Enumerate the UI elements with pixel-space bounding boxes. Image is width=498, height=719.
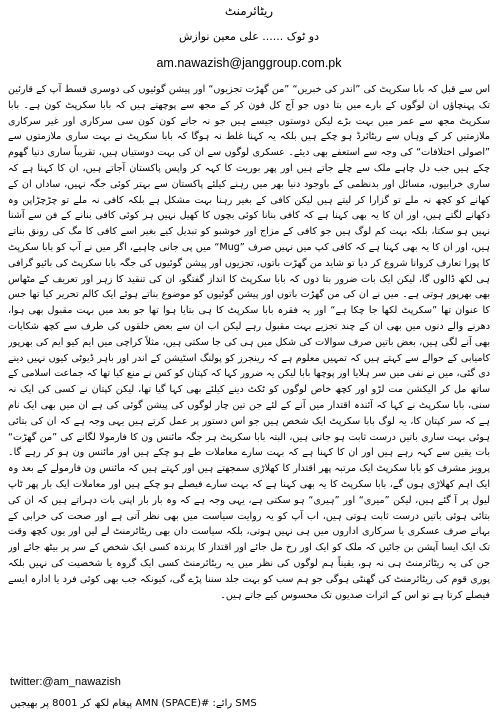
- author-twitter: twitter:@am_nawazish: [10, 676, 121, 688]
- column-title: ریٹائرمنٹ: [224, 4, 274, 18]
- column-byline: دو ٹوک ...... علی معین نوازش: [178, 30, 320, 43]
- column-body: اس سے قبل کہ بابا سکرپٹ کی ”اندر کی خبریں“ ”من گھڑت تجزیوں“ اور پیشن گوئیوں کی دوسری قسط آپ کے قارئین تک پہنچاؤں ان لوگوں کے بارے میں بتا دوں جو آج کل فون کر کے مجھ سے پوچھتے ہیں کہ بابا سکرپٹ کون ہے۔ بابا سکرپٹ مجھ سے عمر میں بہت بڑے لیکن دوستوں جیسے ہیں جو نہ جانے کون کون سی سرکاری اور غیر سرکاری ملازمتیں کر کے وہاں سے ریٹائرڈ ہو چکے ہیں بلکہ یہ کہنا غلط نہ ہوگا کہ بابا سکرپٹ نے بہت ساری ملازمتوں سے ”اصولی اختلافات“ کی وجہ سے استعفے بھی دیئے۔ عسکری لوگوں سے ان کی بہت دوستیاں ہیں، تقریباً ساری دنیا گھوم چکے ہیں جب دل چاہے ملک سے چلے جاتے ہیں اور پھر بوریت کا کہہ کر واپس پاکستان آجاتے ہیں، ان کا کہنا ہے کہ ساری خرابیوں، مسائل اور بدنظمی کے باوجود دنیا بھر میں رہنے کیلئے پاکستان سے بہتر کوئی جگہ نہیں، ساداں ان کے کھانے کو کچھ نہ ملے تو گزارا کر لیتے ہیں لیکن کافی کے بغیر رہنا بہت مشکل ہے بلکہ کافی نہ ملے تو چڑچڑاپن وہ دکھانے لگتے ہیں، اور ان کا یہ بھی کہنا ہے کہ کافی بنانا کوئی بچوں کا کھیل نہیں ہر کوئی کافی بنانے کے فن سے آشنا نہیں ہو سکتا، بلکہ بہت کم لوگ ہیں جو کافی کے مزاج اور خوشبو کو تبدیل کیے بغیر اسے کافی کا مگ کی رونق بناتے ہیں، اور ان کا یہ بھی کہنا ہے کہ کافی کپ میں نہیں صرف ”Mug“ میں پی جانی چاہیے، اگر میں نے آپ کو بابا سکرپٹ کا پورا تعارف کروانا شروع کر دیا تو شاید من گھڑت باتوں، تجزیوں اور پیشن گوئیوں کی جگہ بابا سکرپٹ کی بائیو گرافی ہی لکھ ڈالوں گا، لیکن ایک بات ضرور بتا دوں کہ بابا سکرپٹ کا انداز گفتگو، ان کی تنقید کا زہر اور تعریف کے مٹھاس بھی بھرپور ہوتی ہے۔ میں نے ان کی من گھڑت باتوں اور پیشن گوئیوں کو موضوع بناتے ہوئے ایک کالم تحریر کیا تھا جس کا عنوان تھا ”سکرپٹ لکھا جا چکا ہے“ اور یہ فقرہ بابا سکرپٹ کا ہی بتایا ہوا تھا جو بعد میں بہت مقبول بھی ہوا، دھرنے والے دنوں میں بھی ان کے چند تجزیے بہت مقبول رہے لیکن اب ان سے بعض حلقوں کی طرف سے کچھ شکایات بھی آنے لگی ہیں، بعض باتیں صرف سوالات کی شکل میں ہی کی جا سکتی ہیں، مثلاً کراچی میں ایم کیو ایم کی بھرپور کامیابی کے حوالے سے کہتے ہیں کہ تمہیں معلوم ہے کہ رینجرز کو پولنگ اسٹیشن کے اندر اور باہر ڈیوٹی کیوں نہیں دینے دی گئی، میں نے نفی میں سر ہلایا اور پوچھا بابا لیکن یہ ضرور کہا کہ کپتان کو کس نے منع کیا تھا کہ جماعت اسلامی کے ساتھ مل کر الیکشن مت لڑو اور کچھ خاص لوگوں کو ٹکٹ دینے کیلئے بھی کہا گیا تھا، لیکن کپتان نے کسی کی ایک نہ سنی، بابا سکرپٹ نے کہا کہ آئندہ اقتدار میں آنے کے لئے جن تین چار لوگوں کی پیشن گوئی کی ہے ان میں بھی ایک نام ہے کہ سر کپتان کا، یہ لوگ بابا سکرپٹ ایک شخص ہیں جو اس دستور پر عمل کرتے ہیں یہی وجہ ہے کہ ان کی بتائی ہوئی بہت ساری باتیں درست ثابت ہو جاتی ہیں، البتہ بابا سکرپٹ ہر جگہ مائنس ون کا فارمولا لگانے کی ”من گھڑت“ بات یقین سے کہہ رہے ہیں اور ان کا کہنا ہے کہ بہت سارے معاملات طے ہو چکے ہیں اور مائنس ون ہو کر رہے گا۔ پرویز مشرف کو بابا سکرپٹ ایک مرتبہ پھر اقتدار کا کھلاڑی سمجھتے ہیں اور کہتے ہیں کہ مائنس ون فارمولے کے بعد وہ ایک اہم کھلاڑی ہوں گے، بابا سکرپٹ کا یہ بھی کہنا ہے کہ بہت سارے فیصلے ہو چکے ہیں اور معاملات ایک بار پھر ٹاپ لیول پر آ گئے ہیں، لیکن ”میری“ اور ”ہیری“ ہو سکتی ہے، یہی وجہ ہے کہ وہ بار بار اپنی بات دہراتے ہیں کہ ان کی بتائی ہوئی باتیں درست ثابت ہوتی ہیں، اب آپ کو یہ روایت سیاست میں بھی نظر آتی ہے اور صحت کی خرابی کے بہانے صرف عسکری یا سرکاری اداروں میں ہی نہیں ہوتی، بلکہ سیاست دان بھی ریٹائرمنٹ لے لیں اور یوں کچھ وقت تک ایک ایسا آپشن بن جائیں کہ ملک کو ایک اور رخ مل جائے اور اقتدار کا پرندہ کسی ایک شخص کے سر پر بیٹھ جائے اور جن کی یہ ریٹائرمنٹ ہی نہ ہو، یقیناً ہم لوگوں کی نظر میں یہ ریٹائرمنٹ کسی ایک گروہ یا شخصیت کی نہیں بلکہ پوری قوم کی ریٹائرمنٹ کی گھنٹی ہوگی جو ہم سب کو بہت جلد سننا پڑے گی، کیونکہ جب بھی کوئی فرد یا ادارہ ایسے فیصلے کرتا ہے تو اس کے اثرات صدیوں تک محسوس کیے جاتے ہیں۔: [8, 84, 490, 601]
- sms-feedback-line: SMS رائے: #AMN (SPACE) پیغام لکھ کر 8001 پر بھیجیں: [10, 698, 257, 709]
- author-email: am.nawazish@janggroup.com.pk: [156, 56, 342, 70]
